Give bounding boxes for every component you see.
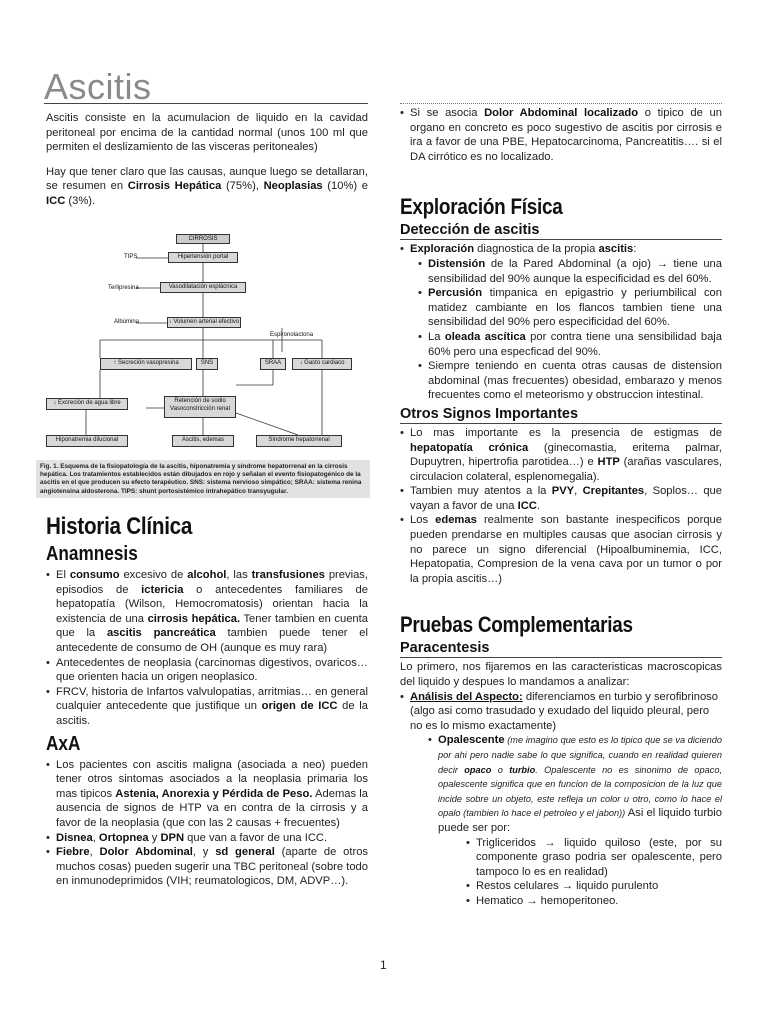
pruebas-heading: Pruebas Complementarias (400, 612, 633, 638)
list-item: • Siempre teniendo en cuenta otras causas de distension abdominal (mas frecuentes) obesidad, embarazo y menos frecuentes como el meteorismo y obstruccion intestinal. (418, 359, 722, 403)
right-column (400, 106, 722, 909)
list-item: • Opalescente (me imagino que esto es lo tipico que se va diciendo por ahi pero nadie sabe lo que significa, cuando en realidad quieren decir opaco o turbio. Opalescente no es sinonimo de opaco, opalescente significa que en funcion de la composicion de la luz que incide sobre un objeto, este refleja un color u otro, como lo hace el opalo (tambien lo hace el petroleo y el jabon)) Asi el liquido turbio puede ser por: • Trigliceridos → liquido quiloso (este, por su componente graso podria ser opalescente, pero tampoco lo es en realidad) • Restos celulares → liquido purulento • Hematico → hemoperitoneo. (428, 733, 722, 908)
page-number: 1 (380, 958, 387, 972)
paracentesis-list (400, 690, 722, 909)
intro-section (46, 111, 368, 209)
diagram-node-excrecion: ↓ Excreción de agua libre (46, 398, 128, 410)
diagram-node-vasopresina: ↑ Secreción vasopresina (100, 358, 192, 370)
list-item: • Restos celulares → liquido purulento (466, 879, 722, 894)
otros-signos-list (400, 426, 722, 587)
diagram-node-ascitis: Ascitis, edemas (172, 435, 234, 447)
diagram-node-gasto: ↓ Gasto cardiaco (292, 358, 352, 370)
list-item: • Tambien muy atentos a la PVY, Crepitantes, Soplos… que vayan a favor de una ICC. (400, 484, 722, 513)
page-title: Ascitis (44, 66, 152, 107)
list-item: • Trigliceridos → liquido quiloso (este, por su componente graso podria ser opalescente, pero tampoco lo es en realidad) (466, 836, 722, 880)
list-item: • Distensión de la Pared Abdominal (a ojo) → tiene una sensibilidad del 90% aunque la especificidad es del 60%. (418, 257, 722, 286)
diagram-label-espironolactona: Espironolactona (270, 332, 314, 338)
list-item: • Percusión timpanica en epigastrio y periumbilical con matidez cambiante en los flancos tambien tiene una sensibilidad del 90% pero especificidad del 60%. (418, 286, 722, 330)
list-item: • Si se asocia Dolor Abdominal localizado o tipico de un organo en concreto es poco sugestivo de ascitis por cirrosis e ira a favor de una PBE, Hepatocarcinoma, Pancreatitis…. si el DA cirrótico es no localizado. (400, 106, 722, 164)
sublist (466, 836, 722, 909)
deteccion-list (400, 242, 722, 403)
anamnesis-heading: Anamnesis (46, 543, 138, 565)
list-item: • FRCV, historia de Infartos valvulopatias, arritmias… en general cualquier antecedente que justifique un origen de ICC de la ascitis. (46, 685, 368, 729)
pathophysiology-diagram (36, 230, 370, 458)
diagram-connectors (36, 230, 370, 458)
paracentesis-heading: Paracentesis (400, 640, 722, 658)
figure-caption: Fig. 1. Esquema de la fisiopatología de la ascitis, hiponatremia y síndrome hepatorrenal en la cirrosis hepática. Los tratamientos establecidos están dibujados en rojo y señalan el evento fisiopatogénico de la ascitis en el que producen su efecto terapéutico. SNS: sistema nervioso simpático; SRAA: sistema renina angiotensina aldosterona. TIPS: shunt portosistémico intrahepático transyugular. (36, 460, 370, 498)
list-item: • El consumo excesivo de alcohol, las transfusiones previas, episodios de ictericia o antecedentes familiares de hepatopatía (Wilson, Hemocromatosis) orientan hacia la existencia de una cirrosis hepática. Tener tambien en cuenta que la ascitis pancreática tambien puede tener el antecedente de consumo de OH (aunque es muy rara) (46, 568, 368, 656)
diagram-node-volumen: ↓ Volumen arterial efectivo (167, 317, 241, 328)
diagram-node-hiponatremia: Hiponatremia dilucional (46, 435, 128, 447)
otros-signos-heading: Otros Signos Importantes (400, 406, 722, 424)
historia-section (46, 513, 368, 889)
sublist (418, 257, 722, 403)
list-item: • Los edemas realmente son bastante inespecificos porque pueden prendarse en multiples causas que asocian cirrosis y no parece un signo diferencial (Hipoalbuminemia, ICC, Hepatopatia, Compresion de la vena cava por un tumor o por la propia ascitis…) (400, 513, 722, 586)
list-item: • La oleada ascítica por contra tiene una sensibilidad baja 60% pero una especficad del 90%. (418, 330, 722, 359)
diagram-node-hepatorrenal: Síndrome hepatorrenal (256, 435, 342, 447)
historia-heading: Historia Clínica (46, 513, 193, 540)
diagram-node-sraa: SRAA (260, 358, 286, 370)
deteccion-heading: Detección de ascitis (400, 222, 722, 240)
diagram-label-albumina: Albúmina (114, 319, 140, 325)
diagram-node-sns: SNS (196, 358, 218, 370)
list-item: • Lo mas importante es la presencia de estigmas de hepatopatía crónica (ginecomastia, eritema palmar, Dupuytren, hipertrofia parotidea…) e HTP (arañas vasculares, circulacion colateral, esplenomegalia). (400, 426, 722, 484)
paracentesis-paragraph: Lo primero, nos fijaremos en las caracteristicas macroscopicas del liquido y despues lo mandamos a analizar: (400, 661, 722, 689)
list-item: • Exploración diagnostica de la propia ascitis: • Distensión de la Pared Abdominal (a ojo) → tiene una sensibilidad del 90% aunque la especificidad es del 60%. • Percusión timpanica en epigastrio y periumbilical con matidez cambiante en los flancos tambien tiene una sensibilidad del 90% pero especificidad del 60%. • La oleada ascítica por contra tiene una sensibilidad baja 60% pero una especficad del 90%. • Siempre teniendo en cuenta otras causas de distension abdominal (mas frecuentes) obesidad, embarazo y menos frecuentes como el meteorismo y obstruccion intestinal. (400, 242, 722, 403)
list-item: • Hematico → hemoperitoneo. (466, 894, 722, 909)
list-item: • Análisis del Aspecto: diferenciamos en turbio y serofibrinoso (algo asi como trasudado y exudado del liquido pleural, pero no es lo mismo exactamente) • Opalescente (me imagino que esto es lo tipico que se va diciendo por ahi pero nadie sabe lo que significa, cuando en realidad quieren decir opaco o turbio. Opalescente no es sinonimo de opaco, opalescente significa que en funcion de la composicion de la luz que incide sobre un objeto, este refleja un color u otro, como lo hace el opalo (tambien lo hace el petroleo y el jabon)) Asi el liquido turbio puede ser por: • Trigliceridos → liquido quiloso (este, por su componente graso podria ser opalescente, pero tampoco lo es en realidad) • Restos celulares → liquido purulento • Hematico → hemoperitoneo. (400, 690, 722, 909)
list-item: • Fiebre, Dolor Abdominal, y sd general (aparte de otros muchos cosas) pueden sugerir una TBC peritoneal (sobre todo en inmunodeprimidos (VIH; reumatologicos, DM, ADVP…). (46, 845, 368, 889)
list-item: • Disnea, Ortopnea y DPN que van a favor de una ICC. (46, 831, 368, 846)
diagram-node-vasodilatacion: Vasodilatación esplácnica (160, 282, 246, 293)
diagram-label-terlipresina: Terlipresina (108, 285, 139, 291)
axa-heading: AxA (46, 732, 81, 755)
sublist (428, 733, 722, 908)
list-item: • Antecedentes de neoplasia (carcinomas digestivos, ovaricos… que orienten hacia un origen neoplasico. (46, 656, 368, 685)
diagram-label-tips: TIPS (124, 254, 138, 260)
diagram-node-hipertension: Hipertensión portal (168, 252, 238, 263)
list-item: • Los pacientes con ascitis maligna (asociada a neo) pueden tener otros sintomas asociados a la neoplasia primaria los mas tipicos Astenia, Anorexia y Pérdida de Peso. Ademas la ausencia de signos de HTP va en contra de la cirrosis y a favor de la neoplasia (que con las 2 causas + frecuentes) (46, 758, 368, 831)
intro-paragraph-2: Hay que tener claro que las causas, aunque luego se detallaran, se resumen en Cirrosis Hepática (75%), Neoplasias (10%) e ICC (3%). (46, 165, 368, 207)
diagram-node-retencion: Retención de sodio Vasoconstricción renal (164, 396, 236, 418)
axa-list (46, 758, 368, 889)
exploracion-heading: Exploración Física (400, 194, 563, 220)
dolor-list (400, 106, 722, 164)
title-divider (44, 103, 368, 104)
dotted-divider (400, 103, 722, 104)
diagram-node-cirrosis: CIRROSIS (176, 234, 230, 244)
intro-paragraph-1: Ascitis consiste en la acumulacion de liquido en la cavidad peritoneal por encima de la cantidad normal (unos 100 ml que permiten el deslizamiento de las visceras peritoneales) (46, 112, 368, 154)
anamnesis-list (46, 568, 368, 729)
